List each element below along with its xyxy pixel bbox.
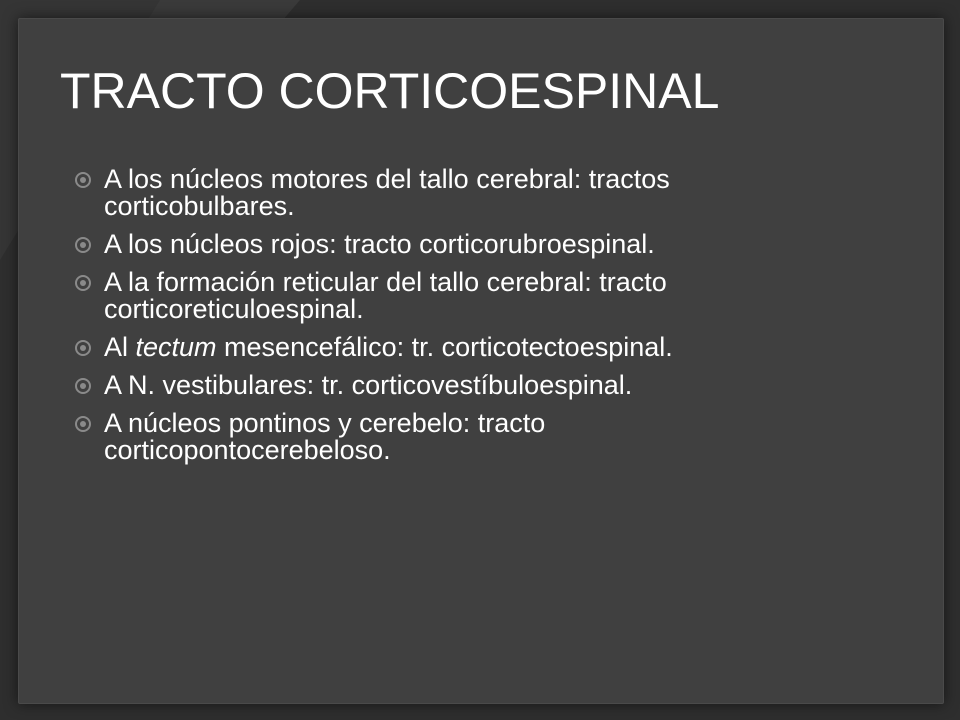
bullet-item — [74, 410, 794, 464]
bullet-item — [74, 334, 794, 361]
target-bullet-icon — [74, 274, 92, 292]
bullet-item — [74, 166, 794, 220]
target-bullet-icon — [74, 377, 92, 395]
target-bullet-icon — [74, 339, 92, 357]
bullet-item — [74, 269, 794, 323]
bullet-item — [74, 231, 794, 258]
bullet-text-emphasis: tectum — [135, 332, 217, 362]
slide-title: TRACTO CORTICOESPINAL — [60, 63, 720, 119]
target-bullet-icon — [74, 415, 92, 433]
bullet-text: A los núcleos rojos: tracto corticorubroespinal. — [104, 229, 655, 259]
bullet-item — [74, 372, 794, 399]
bullet-text-prefix: Al — [104, 332, 136, 362]
bullet-text: A N. vestibulares: tr. corticovestíbuloespinal. — [104, 370, 633, 400]
bullet-list — [74, 166, 794, 475]
bullet-text-suffix: mesencefálico: tr. corticotectoespinal. — [216, 332, 673, 362]
bullet-text: A la formación reticular del tallo cerebral: tracto corticoreticuloespinal. — [104, 267, 667, 324]
bullet-text — [104, 332, 673, 362]
target-bullet-icon — [74, 171, 92, 189]
bullet-text: A núcleos pontinos y cerebelo: tracto corticopontocerebeloso. — [104, 408, 546, 465]
target-bullet-icon — [74, 236, 92, 254]
bullet-text: A los núcleos motores del tallo cerebral: tractos corticobulbares. — [104, 164, 670, 221]
